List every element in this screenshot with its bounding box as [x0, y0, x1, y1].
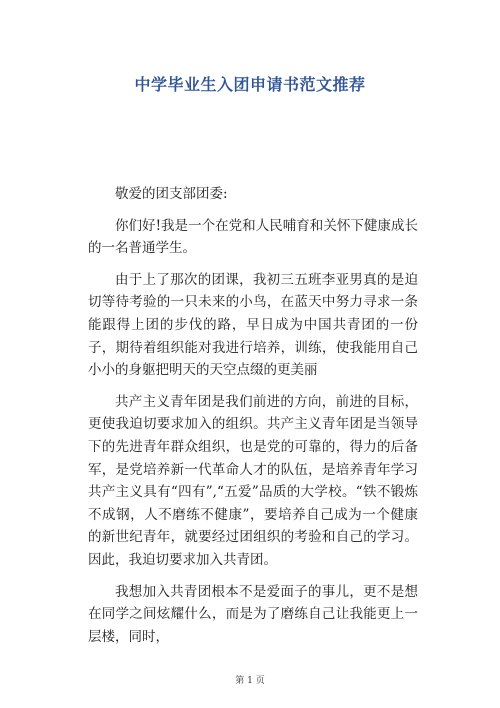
greeting-paragraph: 敬爱的团支部团委:: [115, 186, 228, 202]
body-paragraph: 你们好!我是一个在党和人民哺育和关怀下健康成长的一名普通学生。: [88, 217, 418, 257]
page-number: 第 1 页: [235, 676, 265, 686]
body-paragraph: 由于上了那次的团课，我初三五班李亚男真的是迫切等待考验的一只未来的小鸟，在蓝天中努力寻求一条能跟得上团的步伐的路，早日成为中国共青团的一份子，期待着组织能对我进行培养，训练，使我能用自己小小的身躯把明天的天空点缀的更美丽: [88, 271, 418, 379]
body-paragraph: 共产主义青年团是我们前进的方向，前进的目标，更使我迫切要求加入的组织。共产主义青年团是当领导下的先进青年群众组织，也是党的可靠的，得力的后备军，是党培养新一代革命人才的队伍，是培养青年学习共产主义具有“四有”,“五爱”品质的大学校。“铁不锻炼不成钢，人不磨练不健康”，要培养自己成为一个健康的新世纪青年，就要经过团组织的考验和自己的学习。因此，我迫切要求加入共青团。: [88, 393, 418, 568]
body-paragraph: 我想加入共青团根本不是爱面子的事儿，更不是想在同学之间炫耀什么，而是为了磨练自己让我能更上一层楼，同时，: [88, 583, 418, 645]
document-body: [88, 183, 418, 657]
document-title: 中学毕业生入团申请书范文推荐: [134, 75, 366, 94]
